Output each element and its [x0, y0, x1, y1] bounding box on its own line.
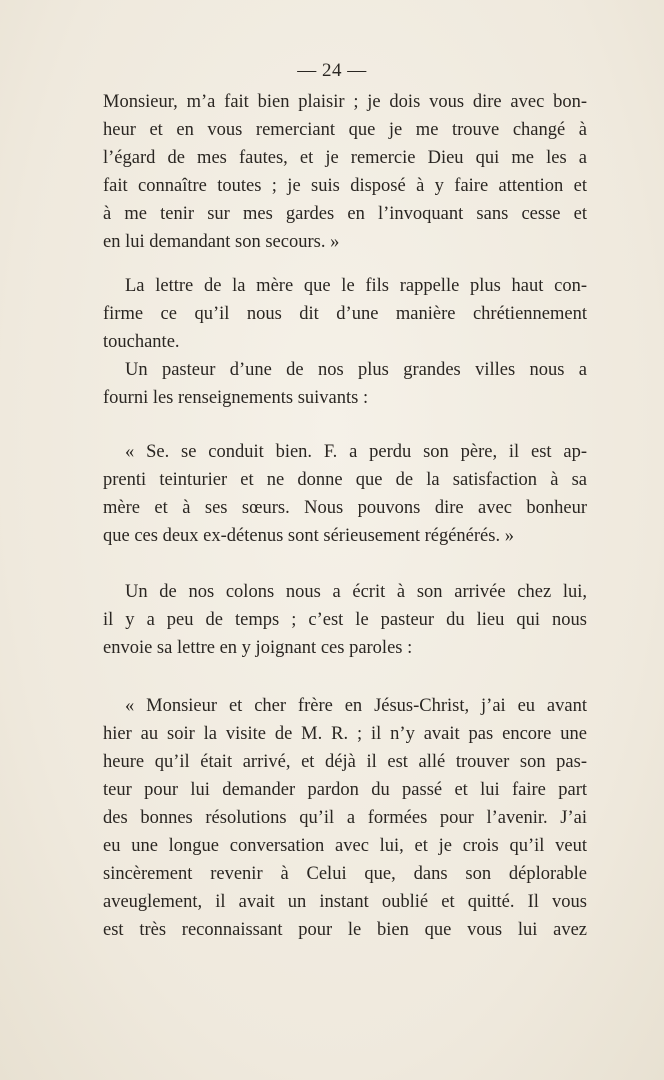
text-line: eu une longue conversation avec lui, et je crois qu’il veut	[103, 836, 587, 856]
text-line: prenti teinturier et ne donne que de la satisfaction à sa	[103, 470, 587, 490]
text-line: à me tenir sur mes gardes en l’invoquant sans cesse et	[103, 204, 587, 224]
text-line: La lettre de la mère que le fils rappelle plus haut con-	[125, 276, 587, 296]
page-number: — 24 —	[297, 60, 367, 81]
text-line: « Se. se conduit bien. F. a perdu son père, il est ap-	[125, 442, 587, 462]
text-line: fourni les renseignements suivants :	[103, 388, 369, 408]
text-line: envoie sa lettre en y joignant ces paroles :	[103, 638, 413, 658]
text-line: Monsieur, m’a fait bien plaisir ; je dois vous dire avec bon-	[103, 92, 587, 112]
text-line: sincèrement revenir à Celui que, dans son déplorable	[103, 864, 587, 884]
text-line: en lui demandant son secours. »	[103, 232, 340, 252]
text-line: Un pasteur d’une de nos plus grandes villes nous a	[125, 360, 587, 380]
text-line: Un de nos colons nous a écrit à son arrivée chez lui,	[125, 582, 587, 602]
text-line: fait connaître toutes ; je suis disposé à y faire attention et	[103, 176, 587, 196]
text-line: aveuglement, il avait un instant oublié et quitté. Il vous	[103, 892, 587, 912]
text-line: est très reconnaissant pour le bien que vous lui avez	[103, 920, 587, 940]
text-line: mère et à ses sœurs. Nous pouvons dire avec bonheur	[103, 498, 587, 518]
page-body-text	[103, 88, 587, 948]
text-line: firme ce qu’il nous dit d’une manière chrétiennement	[103, 304, 587, 324]
text-line: « Monsieur et cher frère en Jésus-Christ, j’ai eu avant	[125, 696, 587, 716]
text-line: il y a peu de temps ; c’est le pasteur du lieu qui nous	[103, 610, 587, 630]
text-line: heur et en vous remerciant que je me trouve changé à	[103, 120, 587, 140]
text-line: que ces deux ex-détenus sont sérieusement régénérés. »	[103, 526, 514, 546]
text-line: heure qu’il était arrivé, et déjà il est allé trouver son pas-	[103, 752, 587, 772]
text-line: l’égard de mes fautes, et je remercie Dieu qui me les a	[103, 148, 587, 168]
text-line: des bonnes résolutions qu’il a formées pour l’avenir. J’ai	[103, 808, 587, 828]
text-line: touchante.	[103, 332, 180, 352]
text-line: teur pour lui demander pardon du passé et lui faire part	[103, 780, 587, 800]
text-line: hier au soir la visite de M. R. ; il n’y avait pas encore une	[103, 724, 587, 744]
